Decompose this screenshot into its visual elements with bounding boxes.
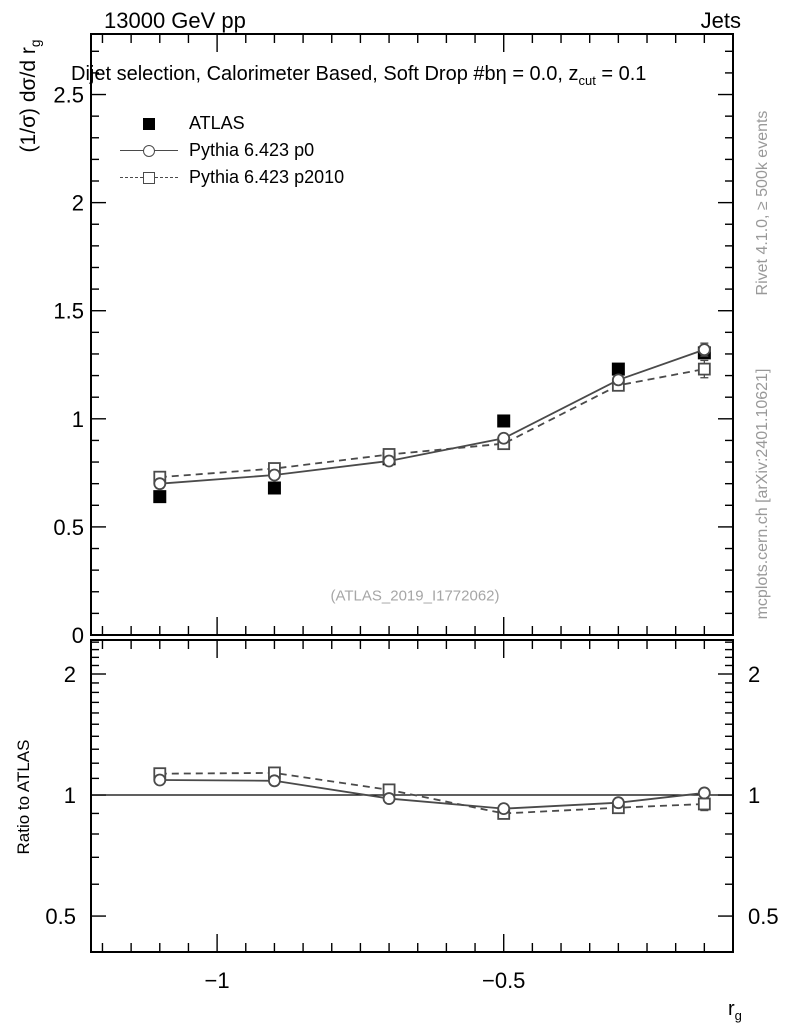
svg-text:2: 2 [748, 662, 761, 688]
legend-marker-pythia-p0 [118, 137, 180, 164]
legend-marker-atlas [118, 110, 180, 137]
legend-item-pythia-p0 [118, 137, 344, 164]
legend-marker-pythia-p2010 [118, 164, 180, 191]
svg-text:2.5: 2.5 [53, 82, 84, 108]
legend [118, 110, 344, 191]
x-axis-title-text: r [728, 998, 735, 1020]
filled-square-icon [143, 118, 155, 130]
legend-item-atlas [118, 110, 344, 137]
y-axis-title [17, 40, 43, 153]
legend-label-pythia-p0: Pythia 6.423 p0 [189, 140, 315, 160]
side-note-generator: Rivet 4.1.0, ≥ 500k events [754, 110, 771, 296]
header-process: Jets [700, 8, 741, 33]
svg-text:1: 1 [63, 783, 76, 809]
svg-text:0.5: 0.5 [53, 514, 84, 540]
panel-title-suffix: = 0.1 [595, 63, 647, 85]
x-axis-title-subscript: g [734, 1008, 742, 1023]
legend-label-atlas: ATLAS [189, 113, 245, 133]
open-square-icon [143, 172, 155, 184]
panel-title-subscript: cut [578, 73, 596, 88]
y-axis-title-subscript: g [28, 39, 44, 48]
svg-text:2: 2 [63, 662, 76, 688]
y-axis-title-text: (1/σ) dσ/d r [16, 47, 40, 153]
panel-title [71, 63, 646, 88]
panel-title-text: Dijet selection, Calorimeter Based, Soft Drop #bη = 0.0, z [71, 63, 579, 85]
ratio-axis-title: Ratio to ATLAS [14, 739, 33, 855]
svg-text:−1: −1 [204, 968, 230, 993]
header-beam-energy: 13000 GeV pp [104, 8, 246, 33]
analysis-watermark: (ATLAS_2019_I1772062) [330, 587, 500, 605]
side-note-source: mcplots.cern.ch [arXiv:2401.10621] [754, 368, 771, 620]
svg-text:−0.5: −0.5 [481, 968, 526, 993]
svg-text:2: 2 [71, 190, 84, 216]
svg-text:1: 1 [71, 406, 84, 432]
x-axis-title [728, 998, 742, 1023]
svg-text:0: 0 [71, 623, 84, 648]
svg-text:0.5: 0.5 [748, 904, 779, 930]
open-circle-icon [143, 145, 155, 157]
svg-text:1: 1 [748, 783, 761, 809]
svg-text:1.5: 1.5 [53, 298, 84, 324]
legend-label-pythia-p2010: Pythia 6.423 p2010 [189, 167, 345, 187]
svg-text:0.5: 0.5 [45, 904, 76, 930]
legend-item-pythia-p2010 [118, 164, 344, 191]
